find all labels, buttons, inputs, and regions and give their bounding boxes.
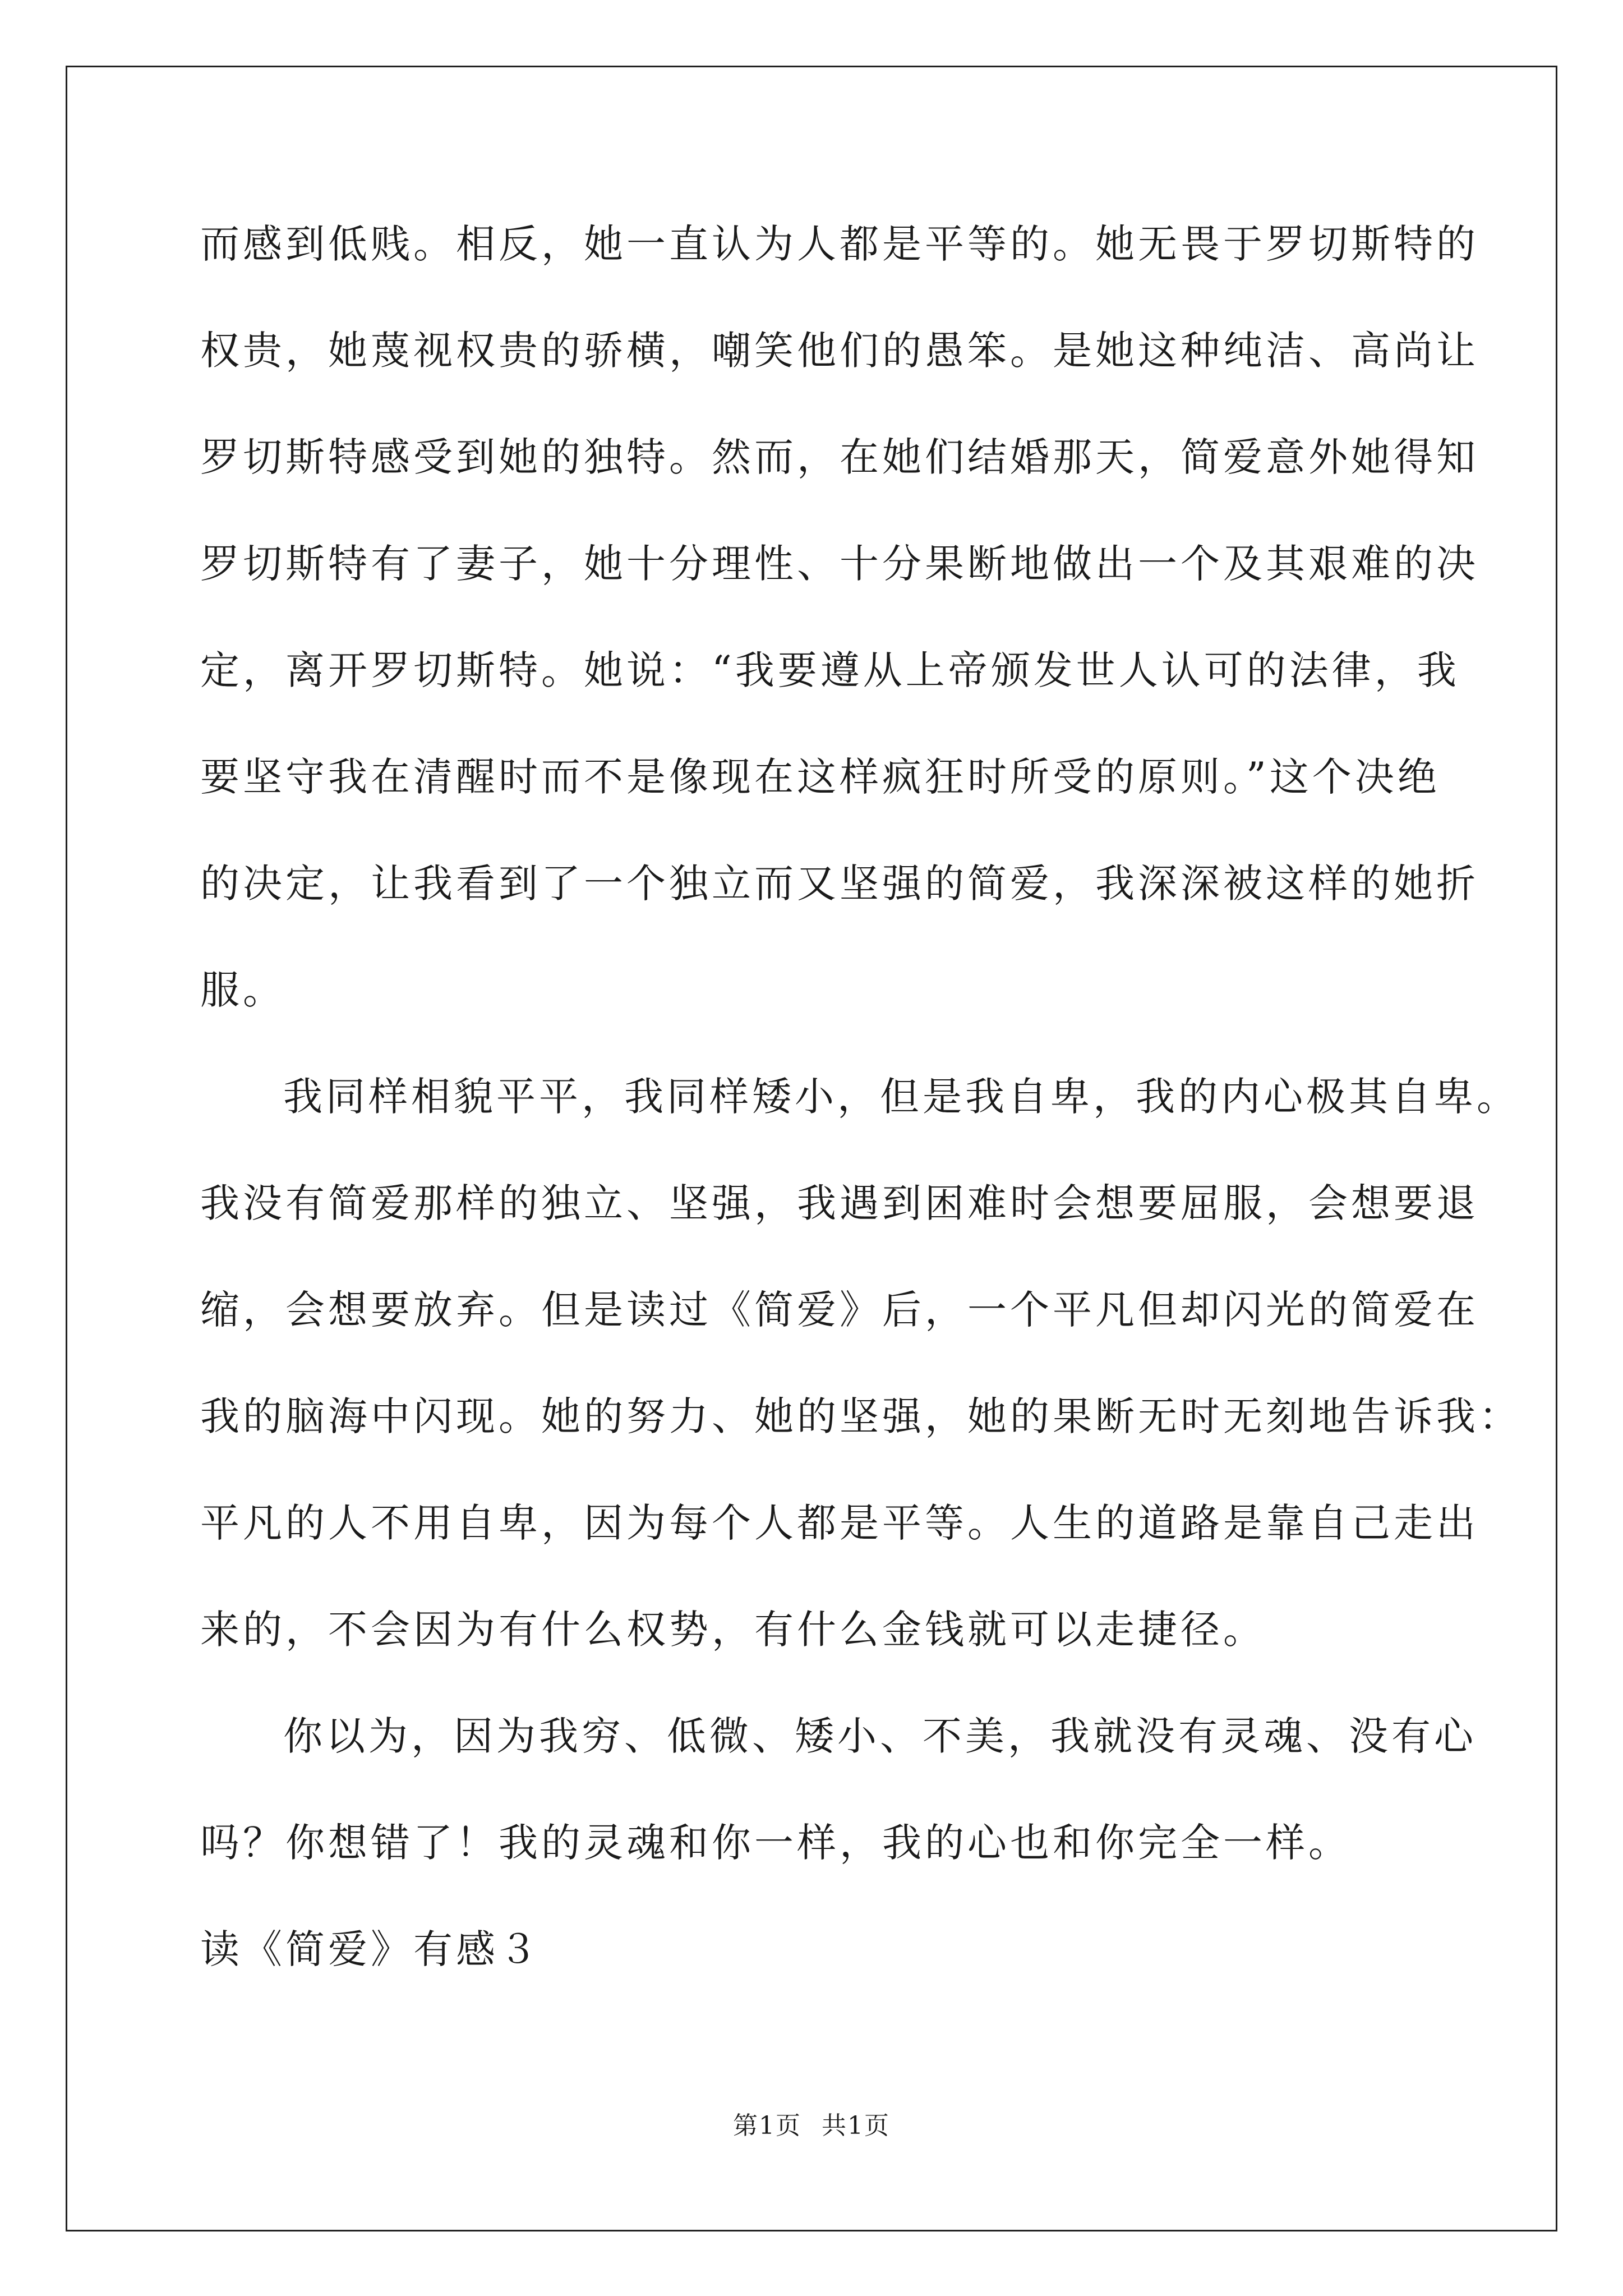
section-heading: 读《简爱》有感３ <box>200 1926 541 1972</box>
text-line: 而感到低贱。相反，她一直认为人都是平等的。她无畏于罗切斯特的 <box>200 221 1479 267</box>
text-line: 平凡的人不用自卑，因为每个人都是平等。人生的道路是靠自己走出 <box>200 1500 1479 1546</box>
text-line: 我的脑海中闪现。她的努力、她的坚强，她的果断无时无刻地告诉我： <box>200 1393 1521 1439</box>
document-body <box>200 216 1521 2028</box>
text-line: 来的，不会因为有什么权势，有什么金钱就可以走捷径。 <box>200 1607 1266 1653</box>
text-line: 定，离开罗切斯特。她说：“我要遵从上帝颁发世人认可的法律，我 <box>200 647 1460 693</box>
text-line: 权贵，她蔑视权贵的骄横，嘲笑他们的愚笨。是她这种纯洁、高尚让 <box>200 328 1479 374</box>
text-line: 我没有简爱那样的独立、坚强，我遇到困难时会想要屈服，会想要退 <box>200 1180 1479 1226</box>
page-total: 共1页 <box>822 2111 890 2140</box>
text-line: 的决定，让我看到了一个独立而又坚强的简爱，我深深被这样的她折 <box>200 861 1479 907</box>
page-footer <box>0 2109 1623 2143</box>
text-line: 罗切斯特感受到她的独特。然而，在她们结婚那天，简爱意外她得知 <box>200 434 1479 480</box>
text-line: 罗切斯特有了妻子，她十分理性、十分果断地做出一个及其艰难的决 <box>200 541 1479 587</box>
text-line: 服。 <box>200 967 285 1013</box>
text-line: 缩，会想要放弃。但是读过《简爱》后，一个平凡但却闪光的简爱在 <box>200 1287 1479 1333</box>
page-number: 第1页 <box>733 2111 801 2140</box>
paragraph-start-line: 我同样相貌平平，我同样矮小，但是我自卑，我的内心极其自卑。 <box>283 1074 1519 1120</box>
text-line: 吗？你想错了！我的灵魂和你一样，我的心也和你完全一样。 <box>200 1820 1351 1866</box>
text-line: 要坚守我在清醒时而不是像现在这样疯狂时所受的原则。”这个决绝 <box>200 754 1440 800</box>
paragraph-start-line: 你以为，因为我穷、低微、矮小、不美，我就没有灵魂、没有心 <box>283 1713 1477 1759</box>
